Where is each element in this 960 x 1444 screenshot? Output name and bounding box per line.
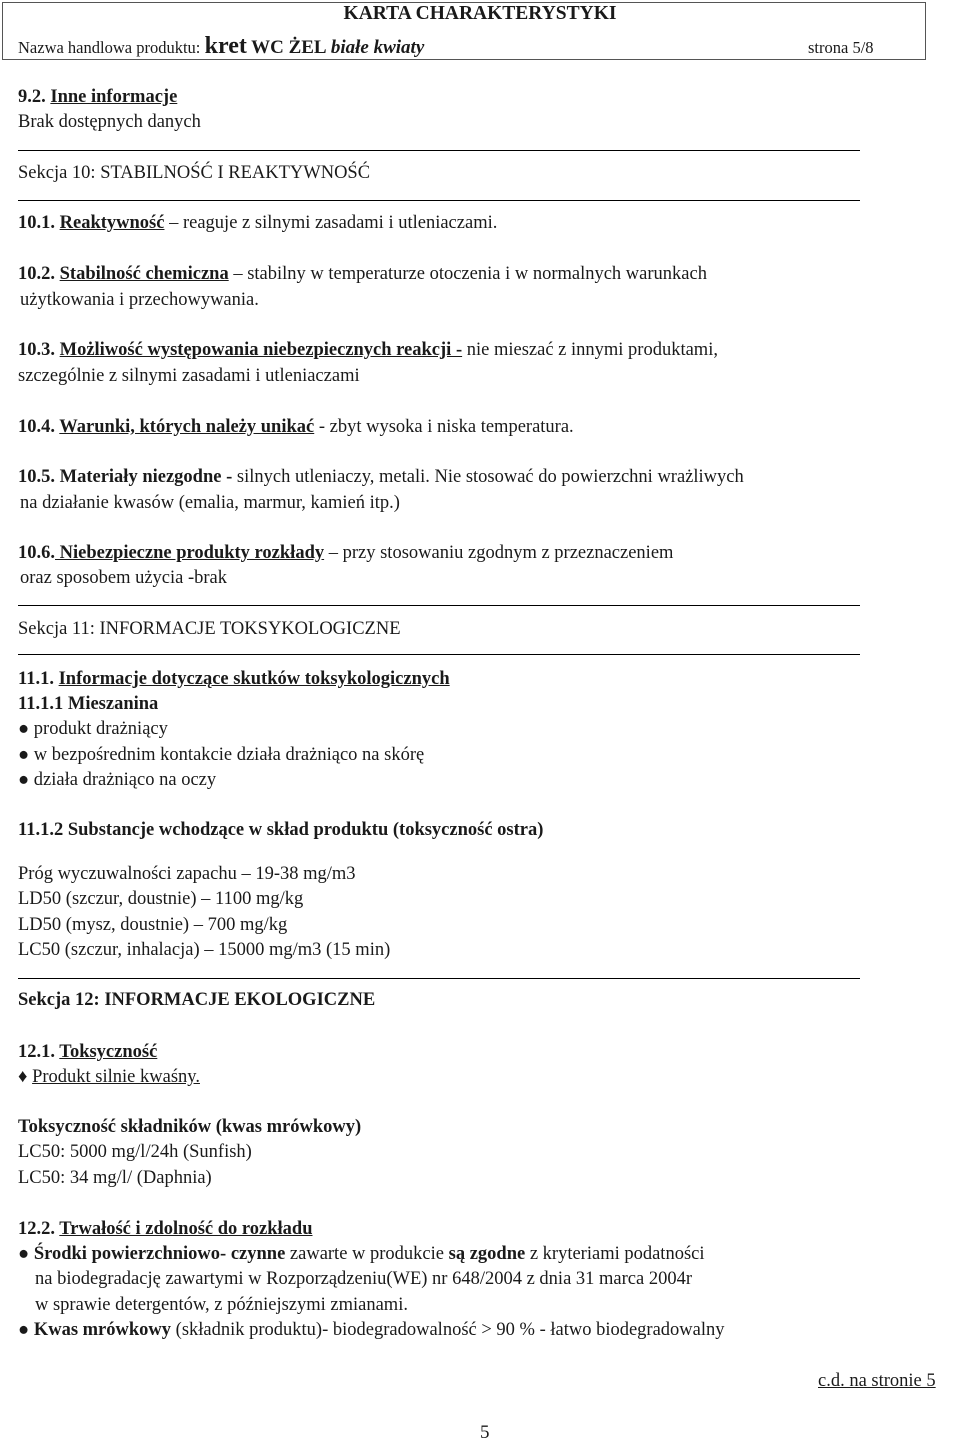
page-indicator: strona 5/8 [808, 38, 874, 57]
component-line: LC50: 5000 mg/l/24h (Sunfish) [18, 1142, 252, 1162]
product-variant: białe kwiaty [330, 37, 425, 58]
section-12-heading: Sekcja 12: INFORMACJE EKOLOGICZNE [18, 990, 376, 1010]
item-11-1: 11.1. Informacje dotyczące skutków toksykologicznych [18, 669, 450, 689]
component-line: LC50: 34 mg/l/ (Daphnia) [18, 1168, 212, 1188]
tox-line: Próg wyczuwalności zapachu – 19-38 mg/m3 [18, 864, 356, 884]
document-title: KARTA CHARAKTERYSTYKI [343, 3, 617, 24]
item-12-1: 12.1. Toksyczność [18, 1042, 158, 1062]
divider [18, 978, 860, 979]
section-9-2-text: Brak dostępnych danych [18, 112, 201, 132]
section-9-2-heading: 9.2. Inne informacje [18, 87, 178, 107]
bullet-surfactants-cont: w sprawie detergentów, z późniejszymi zmianami. [35, 1295, 408, 1315]
item-10-6-cont: oraz sposobem użycia -brak [20, 568, 228, 588]
components-heading: Toksyczność składników (kwas mrówkowy) [18, 1117, 362, 1137]
item-12-2: 12.2. Trwałość i zdolność do rozkładu [18, 1219, 313, 1239]
tox-line: LD50 (szczur, doustnie) – 1100 mg/kg [18, 889, 304, 909]
item-10-5: 10.5. Materiały niezgodne - silnych utleniaczy, metali. Nie stosować do powierzchni wrażliwych [18, 467, 744, 487]
item-10-1: 10.1. Reaktywność – reaguje z silnymi zasadami i utleniaczami. [18, 213, 498, 233]
item-11-1-2: 11.1.2 Substancje wchodzące w skład produktu (toksyczność ostra) [18, 820, 544, 840]
bullet-formic-acid: ● Kwas mrówkowy (składnik produktu)- biodegradowalność > 90 % - łatwo biodegradowalny [18, 1320, 725, 1340]
divider [18, 150, 860, 151]
product-brand: kret [204, 33, 247, 59]
page-number: 5 [480, 1422, 490, 1443]
diamond-item: ♦ Produkt silnie kwaśny. [18, 1067, 200, 1087]
divider [18, 200, 860, 201]
bullet-surfactants-cont: na biodegradację zawartymi w Rozporządzeniu(WE) nr 648/2004 z dnia 31 marca 2004r [35, 1269, 693, 1289]
item-10-6: 10.6. Niebezpieczne produkty rozkłady – przy stosowaniu zgodnym z przeznaczeniem [18, 543, 674, 563]
divider [18, 605, 860, 606]
item-10-5-cont: na działanie kwasów (emalia, marmur, kamień itp.) [20, 493, 400, 513]
product-name: WC ŻEL [251, 37, 327, 58]
bullet-item: ● produkt drażniący [18, 719, 168, 739]
bullet-icon: ● [18, 1320, 34, 1340]
tox-line: LC50 (szczur, inhalacja) – 15000 mg/m3 (15 min) [18, 940, 391, 960]
bullet-item: ● działa drażniąco na oczy [18, 770, 217, 790]
section-10-heading: Sekcja 10: STABILNOŚĆ I REAKTYWNOŚĆ [18, 163, 371, 183]
item-11-1-1: 11.1.1 Mieszanina [18, 694, 159, 714]
product-line [18, 33, 424, 60]
continued-note: c.d. na stronie 5 [818, 1371, 936, 1391]
item-10-4: 10.4. Warunki, których należy unikać - zbyt wysoka i niska temperatura. [18, 417, 574, 437]
item-10-3-cont: szczególnie z silnymi zasadami i utleniaczami [18, 366, 360, 386]
bullet-surfactants: ● Środki powierzchniowo- czynne zawarte w produkcie są zgodne z kryteriami podatności [18, 1244, 705, 1264]
diamond-icon: ♦ [18, 1067, 33, 1087]
item-10-2-cont: użytkowania i przechowywania. [20, 290, 259, 310]
bullet-icon: ● [18, 1244, 34, 1264]
item-10-3: 10.3. Możliwość występowania niebezpiecznych reakcji - nie mieszać z innymi produktami, [18, 340, 718, 360]
product-label: Nazwa handlowa produktu: [18, 38, 201, 57]
tox-line: LD50 (mysz, doustnie) – 700 mg/kg [18, 915, 288, 935]
section-11-heading: Sekcja 11: INFORMACJE TOKSYKOLOGICZNE [18, 619, 401, 639]
divider [18, 654, 860, 655]
item-10-2: 10.2. Stabilność chemiczna – stabilny w temperaturze otoczenia i w normalnych warunkach [18, 264, 707, 284]
bullet-item: ● w bezpośrednim kontakcie działa drażniąco na skórę [18, 745, 425, 765]
